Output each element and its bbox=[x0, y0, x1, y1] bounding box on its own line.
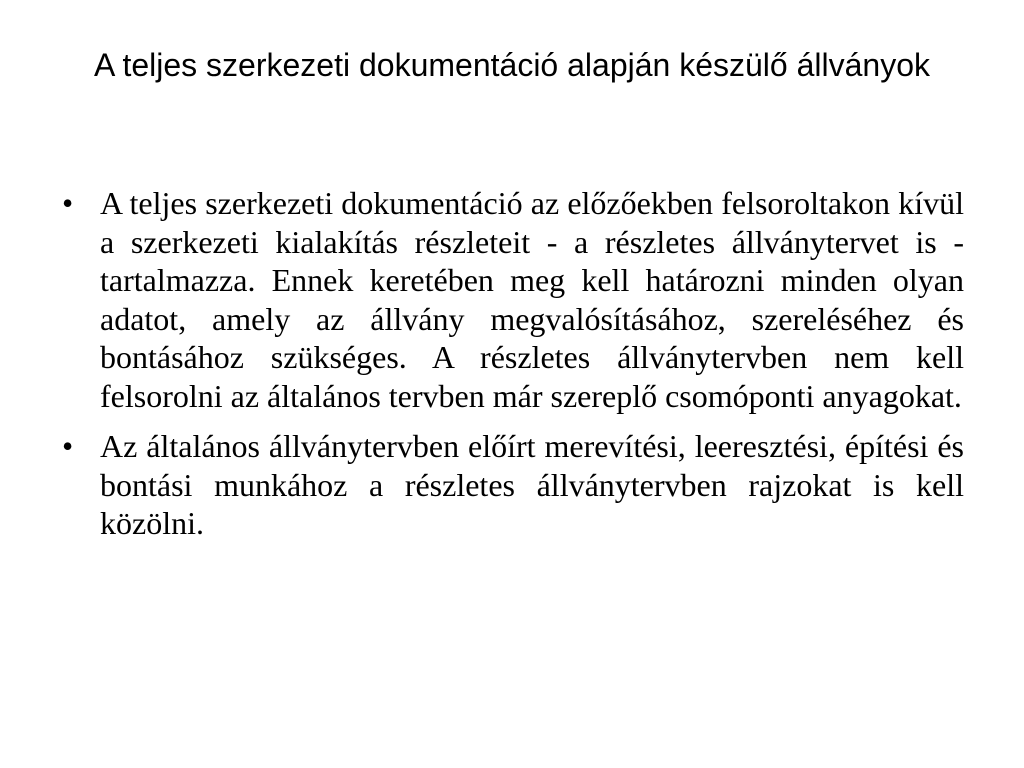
bullet-list bbox=[58, 184, 964, 555]
bullet-icon: • bbox=[62, 185, 74, 221]
bullet-item bbox=[58, 184, 964, 415]
bullet-text: Az általános állványtervben előírt merevítési, leeresztési, építési és bontási munkához a részletes állványtervben rajzokat is kell közölni. bbox=[100, 428, 964, 541]
bullet-text: A teljes szerkezeti dokumentáció az előzőekben felsoroltakon kívül a szerkezeti kialakítás részleteit - a részletes állványtervet is - tartalmazza. Ennek keretében meg kell határozni minden olyan adatot, amely az állvány megvalósításához, szereléséhez és bontásához szükséges. A részletes állványtervben nem kell felsorolni az általános tervben már szereplő csomóponti anyagokat. bbox=[100, 185, 964, 414]
bullet-item bbox=[58, 427, 964, 543]
bullet-icon: • bbox=[62, 428, 74, 464]
slide-title: A teljes szerkezeti dokumentáció alapján készülő állványok bbox=[93, 47, 930, 83]
